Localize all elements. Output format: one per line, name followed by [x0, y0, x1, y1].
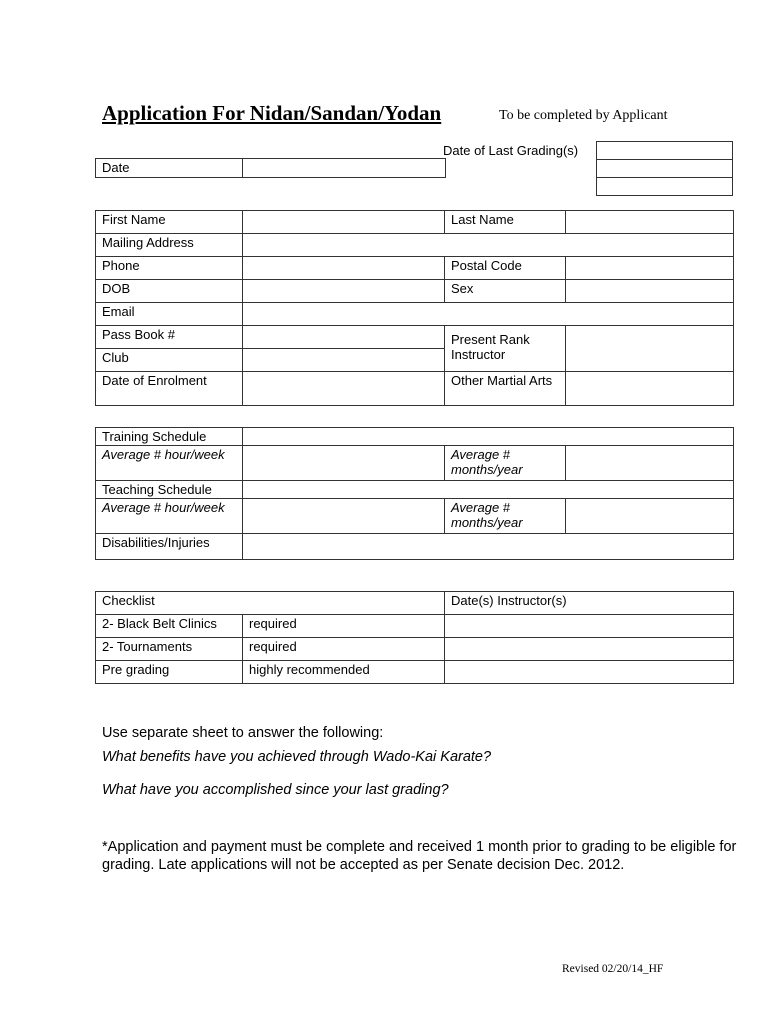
mailing-address-field[interactable] — [243, 234, 734, 257]
dob-field[interactable] — [243, 280, 445, 303]
date-field[interactable] — [243, 159, 446, 178]
form-subtitle: To be completed by Applicant — [499, 108, 668, 123]
teaching-hours-field[interactable] — [243, 499, 445, 534]
checklist-row — [96, 661, 734, 684]
sex-label: Sex — [445, 280, 566, 303]
last-grading-field-3[interactable] — [597, 178, 733, 196]
training-hours-field[interactable] — [243, 446, 445, 481]
other-martial-arts-label: Other Martial Arts — [445, 372, 566, 406]
training-table — [95, 427, 734, 560]
checklist-item: Pre grading — [96, 661, 243, 684]
last-grading-field-2[interactable] — [597, 160, 733, 178]
disabilities-field[interactable] — [243, 534, 734, 560]
dob-label: DOB — [96, 280, 243, 303]
separate-sheet-instruction: Use separate sheet to answer the following: — [102, 725, 384, 741]
pass-book-label: Pass Book # — [96, 326, 243, 349]
present-rank-label: Present Rank — [451, 332, 530, 347]
form-title: Application For Nidan/Sandan/Yodan — [102, 101, 442, 125]
question-2: What have you accomplished since your last grading? — [102, 782, 449, 798]
email-label: Email — [96, 303, 243, 326]
training-months-label: Average # months/year — [445, 446, 566, 481]
email-field[interactable] — [243, 303, 734, 326]
checklist-dates-field[interactable] — [445, 661, 734, 684]
date-table — [95, 158, 446, 178]
checklist-dates-field[interactable] — [445, 615, 734, 638]
last-grading-table — [596, 141, 733, 196]
teaching-schedule-field[interactable] — [243, 481, 734, 499]
instructor-label: Instructor — [451, 347, 506, 362]
last-name-label: Last Name — [445, 211, 566, 234]
training-months-field[interactable] — [566, 446, 734, 481]
training-schedule-field[interactable] — [243, 428, 734, 446]
present-rank-instructor-label — [445, 326, 566, 372]
teaching-months-label: Average # months/year — [445, 499, 566, 534]
revision-note: Revised 02/20/14_HF — [562, 963, 664, 975]
phone-label: Phone — [96, 257, 243, 280]
date-enrolment-label: Date of Enrolment — [96, 372, 243, 406]
deadline-note: *Application and payment must be complete and received 1 month prior to grading to be eligible for grading. Late applications will not be accepted as per Senate decision Dec. 2012. — [102, 839, 737, 873]
postal-code-field[interactable] — [566, 257, 734, 280]
checklist-status: required — [243, 638, 445, 661]
date-enrolment-field[interactable] — [243, 372, 445, 406]
first-name-field[interactable] — [243, 211, 445, 234]
other-martial-arts-field[interactable] — [566, 372, 734, 406]
checklist-item: 2- Black Belt Clinics — [96, 615, 243, 638]
last-grading-label: Date of Last Grading(s) — [443, 143, 579, 158]
last-grading-field-1[interactable] — [597, 142, 733, 160]
teaching-hours-label: Average # hour/week — [96, 499, 243, 534]
dates-instructors-header: Date(s) Instructor(s) — [445, 592, 734, 615]
checklist-dates-field[interactable] — [445, 638, 734, 661]
checklist-item: 2- Tournaments — [96, 638, 243, 661]
checklist-row — [96, 638, 734, 661]
date-label: Date — [96, 159, 243, 178]
mailing-address-label: Mailing Address — [96, 234, 243, 257]
teaching-schedule-label: Teaching Schedule — [96, 481, 243, 499]
last-name-field[interactable] — [566, 211, 734, 234]
club-label: Club — [96, 349, 243, 372]
checklist-table — [95, 591, 734, 684]
teaching-months-field[interactable] — [566, 499, 734, 534]
phone-field[interactable] — [243, 257, 445, 280]
checklist-status: required — [243, 615, 445, 638]
training-schedule-label: Training Schedule — [96, 428, 243, 446]
first-name-label: First Name — [96, 211, 243, 234]
training-hours-label: Average # hour/week — [96, 446, 243, 481]
postal-code-label: Postal Code — [445, 257, 566, 280]
checklist-row — [96, 615, 734, 638]
present-rank-instructor-field[interactable] — [566, 326, 734, 372]
checklist-status: highly recommended — [243, 661, 445, 684]
club-field[interactable] — [243, 349, 445, 372]
personal-info-table — [95, 210, 734, 406]
checklist-header: Checklist — [96, 592, 445, 615]
pass-book-field[interactable] — [243, 326, 445, 349]
disabilities-label: Disabilities/Injuries — [96, 534, 243, 560]
sex-field[interactable] — [566, 280, 734, 303]
question-1: What benefits have you achieved through Wado-Kai Karate? — [102, 749, 492, 765]
